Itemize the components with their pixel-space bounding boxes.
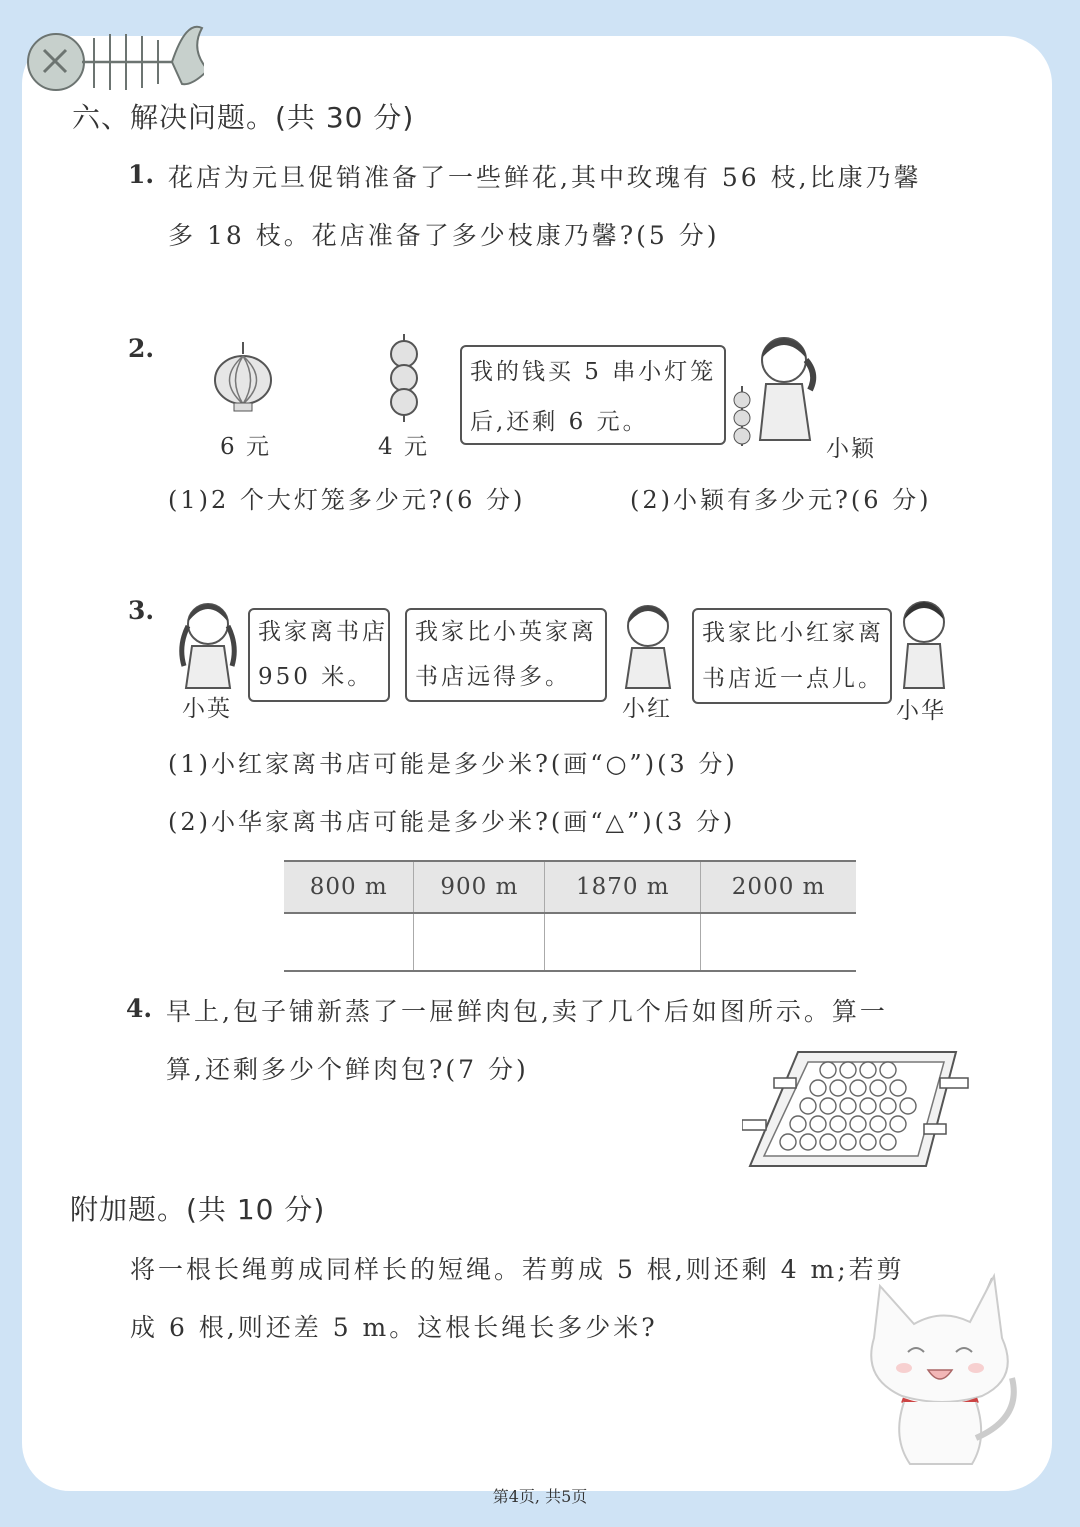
boy-xiaohua-illustration [890,596,956,690]
table-header-row [284,861,856,913]
name-xiaoying: 小颖 [826,436,876,462]
answer-cell[interactable] [701,913,856,971]
speech-bubble-2 [405,608,607,702]
question-3-sub2: (2)小华家离书店可能是多少米?(画“△”)(3 分) [168,808,736,836]
name-xiaohua: 小华 [896,698,946,724]
girl-xiaohong-illustration [612,598,682,690]
steamer-buns-illustration [742,1048,972,1170]
bubble1-line1: 我家离书店 [258,619,388,645]
bubble1-line2: 950 米。 [258,664,374,690]
page-footer: 第4页, 共5页 [492,1487,588,1506]
bubble-line1: 我的钱买 5 串小灯笼 [470,359,717,385]
bubble-line2: 后,还剩 6 元。 [470,409,649,435]
speech-bubble-xiaoying [460,345,726,445]
question-2-number: 2. [128,334,155,363]
table-header-cell: 2000 m [701,861,856,913]
table-header-cell: 900 m [414,861,545,913]
bubble3-line1: 我家比小红家离 [702,620,884,646]
question-4-line1: 早上,包子铺新蒸了一屉鲜肉包,卖了几个后如图所示。算一 [166,997,888,1026]
answer-cell[interactable] [414,913,545,971]
table-header-cell: 800 m [284,861,414,913]
question-1-line1: 花店为元旦促销准备了一些鲜花,其中玫瑰有 56 枝,比康乃馨 [168,163,922,192]
answer-cell[interactable] [545,913,701,971]
speech-bubble-1 [248,608,390,702]
distance-table [284,860,856,972]
bonus-line1: 将一根长绳剪成同样长的短绳。若剪成 5 根,则还剩 4 m;若剪 [130,1255,905,1284]
question-3-sub1: (1)小红家离书店可能是多少米?(画“○”)(3 分) [168,750,738,778]
question-2-sub1: (1)2 个大灯笼多少元?(6 分) [168,486,526,514]
question-3-number: 3. [128,596,155,625]
girl-xiaoying2-illustration [168,596,246,690]
fishbone-icon [14,10,204,110]
question-2-sub2: (2)小颖有多少元?(6 分) [630,486,932,514]
bonus-line2: 成 6 根,则还差 5 m。这根长绳长多少米? [130,1313,658,1342]
bubble2-line1: 我家比小英家离 [415,619,597,645]
section-heading: 六、解决问题。(共 30 分) [72,101,415,134]
big-lantern-icon [208,340,278,420]
question-1-line2: 多 18 枝。花店准备了多少枝康乃馨?(5 分) [168,221,720,250]
table-header-cell: 1870 m [545,861,701,913]
bonus-heading: 附加题。(共 10 分) [70,1193,326,1226]
answer-cell[interactable] [284,913,414,971]
bubble3-line2: 书店近一点儿。 [702,666,884,692]
cat-illustration [852,1268,1030,1468]
speech-bubble-3 [692,608,892,704]
question-4-number: 4. [126,994,153,1023]
question-1-number: 1. [128,160,155,189]
table-answer-row [284,913,856,971]
bubble2-line2: 书店远得多。 [415,664,571,690]
question-4-line2: 算,还剩多少个鲜肉包?(7 分) [166,1055,529,1084]
girl-xiaoying-illustration [722,330,822,450]
name-xiaohong: 小红 [622,696,672,722]
small-lantern-string-icon [384,332,424,424]
name-xiaoying2: 小英 [182,696,232,722]
small-lantern-price: 4 元 [378,434,429,460]
big-lantern-price: 6 元 [220,434,271,460]
